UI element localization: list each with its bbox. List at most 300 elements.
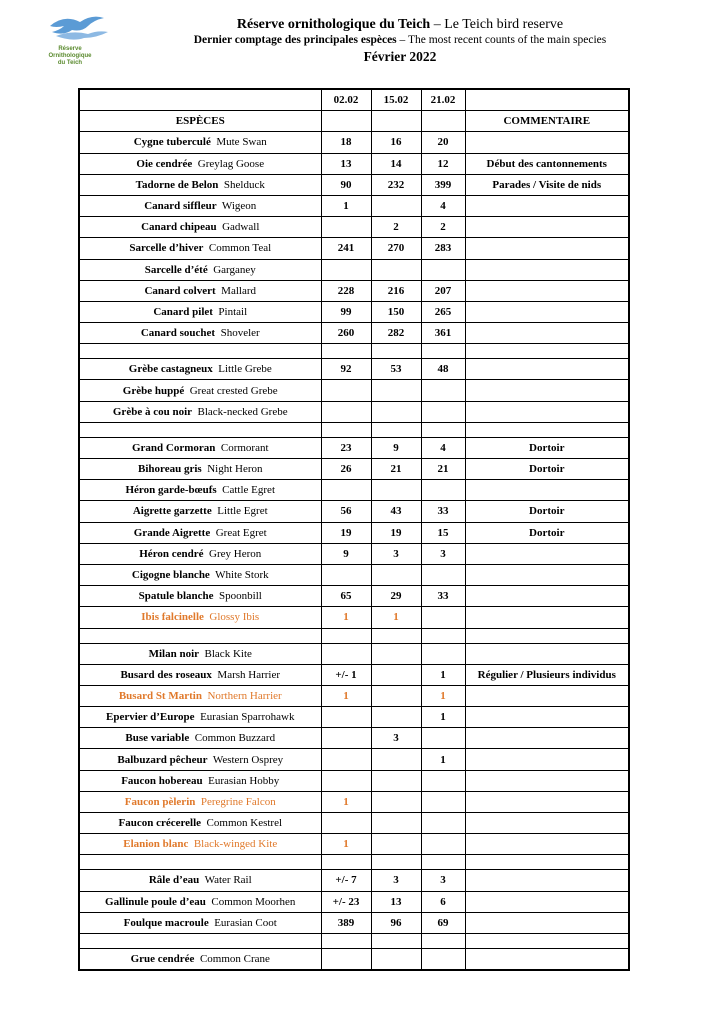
species-name-en: Peregrine Falcon	[200, 795, 276, 808]
species-name-fr: Grand Cormoran	[131, 441, 216, 454]
count-cell: 33	[421, 501, 465, 522]
species-row	[79, 522, 629, 543]
species-name-en: Shoveler	[220, 327, 260, 340]
comment-cell	[465, 586, 629, 607]
species-row	[79, 586, 629, 607]
species-row	[79, 401, 629, 422]
species-name-fr: Buse variable	[125, 732, 190, 745]
count-cell	[421, 813, 465, 834]
species-row	[79, 728, 629, 749]
count-cell	[421, 259, 465, 280]
comment-cell	[465, 728, 629, 749]
species-row	[79, 132, 629, 153]
species-name	[79, 501, 321, 522]
comment-cell	[465, 132, 629, 153]
species-name-fr: Héron cendré	[139, 547, 204, 560]
count-cell	[321, 259, 371, 280]
species-name	[79, 586, 321, 607]
species-name-fr: Héron garde-bœufs	[125, 484, 217, 497]
comment-cell	[465, 259, 629, 280]
count-cell: +/- 23	[321, 891, 371, 912]
species-name-en: Greylag Goose	[197, 157, 265, 170]
count-cell: 3	[371, 728, 421, 749]
species-name-en: Eurasian Coot	[214, 916, 277, 929]
count-cell	[371, 664, 421, 685]
count-cell: 3	[371, 870, 421, 891]
page-header	[120, 16, 680, 65]
species-name-fr: Grue cendrée	[130, 953, 195, 966]
comment-cell	[465, 359, 629, 380]
count-cell: 69	[421, 912, 465, 933]
species-name	[79, 280, 321, 301]
species-name	[79, 217, 321, 238]
species-row	[79, 891, 629, 912]
count-cell: 1	[421, 664, 465, 685]
count-cell: 1	[371, 607, 421, 628]
count-cell	[371, 480, 421, 501]
count-cell: 1	[321, 685, 371, 706]
species-name	[79, 459, 321, 480]
species-name-fr: Balbuzard pêcheur	[117, 753, 208, 766]
count-cell	[371, 401, 421, 422]
comment-cell	[465, 948, 629, 970]
species-name-en: Black-winged Kite	[193, 838, 278, 851]
species-name-en: Cattle Egret	[222, 484, 275, 497]
species-name-en: Mute Swan	[216, 136, 267, 149]
count-cell: 21	[371, 459, 421, 480]
count-cell: 20	[421, 132, 465, 153]
count-cell	[421, 480, 465, 501]
comment-cell	[465, 564, 629, 585]
species-name	[79, 259, 321, 280]
count-cell: 56	[321, 501, 371, 522]
comment-cell: Début des cantonnements	[465, 153, 629, 174]
comment-cell	[465, 813, 629, 834]
comment-cell	[465, 301, 629, 322]
count-cell	[421, 607, 465, 628]
species-name-fr: Bihoreau gris	[138, 463, 202, 476]
count-cell: +/- 7	[321, 870, 371, 891]
count-cell: 207	[421, 280, 465, 301]
species-name-en: Mallard	[221, 284, 256, 297]
species-name-en: Night Heron	[207, 463, 263, 476]
count-cell	[421, 770, 465, 791]
count-cell: 1	[421, 749, 465, 770]
comment-cell	[465, 195, 629, 216]
count-cell: 4	[421, 195, 465, 216]
count-cell	[321, 217, 371, 238]
species-name-fr: Ibis falcinelle	[141, 611, 204, 624]
comment-cell: Parades / Visite de nids	[465, 174, 629, 195]
species-name	[79, 543, 321, 564]
species-row	[79, 948, 629, 970]
species-name-fr: Faucon crécerelle	[118, 817, 202, 830]
species-name-en: Western Osprey	[212, 753, 284, 766]
species-name-en: Black Kite	[204, 647, 252, 660]
count-cell: 399	[421, 174, 465, 195]
species-name	[79, 238, 321, 259]
species-name-fr: Râle d’eau	[148, 874, 200, 887]
species-name	[79, 301, 321, 322]
species-name-en: Glossy Ibis	[209, 611, 260, 624]
species-name	[79, 359, 321, 380]
species-row	[79, 870, 629, 891]
count-cell	[371, 770, 421, 791]
count-cell: 1	[321, 834, 371, 855]
blank-row	[79, 855, 629, 870]
count-cell: 6	[421, 891, 465, 912]
count-cell: 14	[371, 153, 421, 174]
count-cell: 4	[421, 437, 465, 458]
count-cell: 241	[321, 238, 371, 259]
count-cell: 23	[321, 437, 371, 458]
count-cell: 21	[421, 459, 465, 480]
count-cell: 26	[321, 459, 371, 480]
count-cell	[321, 643, 371, 664]
species-name-fr: Epervier d’Europe	[106, 711, 195, 724]
count-cell: 216	[371, 280, 421, 301]
species-name-fr: Grèbe castagneux	[128, 363, 213, 376]
count-cell	[321, 770, 371, 791]
species-name-en: Wigeon	[221, 200, 257, 213]
species-row	[79, 280, 629, 301]
species-row	[79, 459, 629, 480]
species-name-en: Eurasian Sparrohawk	[200, 711, 295, 724]
species-row	[79, 707, 629, 728]
count-cell: 2	[371, 217, 421, 238]
species-name	[79, 380, 321, 401]
page-month: Février 2022	[363, 49, 437, 64]
species-row	[79, 912, 629, 933]
logo-line: Réserve	[58, 46, 82, 52]
species-row	[79, 217, 629, 238]
count-cell: 3	[421, 870, 465, 891]
count-cell: 18	[321, 132, 371, 153]
count-cell	[371, 685, 421, 706]
date-header: 15.02	[371, 89, 421, 111]
count-cell: 19	[321, 522, 371, 543]
column-header-row	[79, 111, 629, 132]
species-name-fr: Grande Aigrette	[133, 526, 211, 539]
species-name	[79, 685, 321, 706]
count-cell	[321, 749, 371, 770]
comment-cell	[465, 891, 629, 912]
species-name-fr: Canard souchet	[140, 327, 216, 340]
species-name	[79, 401, 321, 422]
species-row	[79, 791, 629, 812]
species-row	[79, 501, 629, 522]
count-cell	[421, 643, 465, 664]
count-cell: 9	[321, 543, 371, 564]
count-cell: 99	[321, 301, 371, 322]
logo-line: du Teich	[57, 60, 83, 66]
comment-cell	[465, 685, 629, 706]
count-cell: 361	[421, 323, 465, 344]
comment-cell	[465, 480, 629, 501]
count-cell	[321, 948, 371, 970]
comment-cell	[465, 912, 629, 933]
count-cell: 96	[371, 912, 421, 933]
species-name-fr: Spatule blanche	[138, 590, 214, 603]
count-cell: 19	[371, 522, 421, 543]
species-name	[79, 132, 321, 153]
count-cell: 1	[321, 607, 371, 628]
species-header: ESPÈCES	[79, 111, 321, 132]
species-row	[79, 380, 629, 401]
species-name-en: Black-necked Grebe	[197, 405, 288, 418]
species-row	[79, 359, 629, 380]
count-cell	[371, 834, 421, 855]
species-name-fr: Canard chipeau	[141, 221, 217, 234]
count-cell	[421, 564, 465, 585]
count-cell: 1	[321, 791, 371, 812]
count-cell: 282	[371, 323, 421, 344]
species-name	[79, 437, 321, 458]
species-name	[79, 891, 321, 912]
comment-cell	[465, 217, 629, 238]
species-name-fr: Cigogne blanche	[131, 569, 210, 582]
count-cell: 150	[371, 301, 421, 322]
species-row	[79, 770, 629, 791]
species-name-en: Spoonbill	[219, 590, 262, 603]
count-cell: 15	[421, 522, 465, 543]
species-row	[79, 195, 629, 216]
species-name	[79, 728, 321, 749]
count-cell: 48	[421, 359, 465, 380]
comment-cell	[465, 401, 629, 422]
species-name-fr: Faucon pèlerin	[124, 795, 196, 808]
species-name-en: White Stork	[215, 569, 269, 582]
species-name-fr: Elanion blanc	[123, 838, 189, 851]
comment-cell	[465, 643, 629, 664]
species-name-en: Great Egret	[215, 526, 267, 539]
blank-row	[79, 933, 629, 948]
comment-cell	[465, 791, 629, 812]
count-cell	[321, 401, 371, 422]
species-name-en: Cormorant	[220, 441, 269, 454]
comment-cell	[465, 870, 629, 891]
species-name-fr: Faucon hobereau	[121, 774, 203, 787]
comment-cell	[465, 543, 629, 564]
date-header-row	[79, 89, 629, 111]
count-cell: 92	[321, 359, 371, 380]
comment-cell: Dortoir	[465, 522, 629, 543]
species-name-en: Water Rail	[204, 874, 252, 887]
species-name-fr: Sarcelle d’été	[144, 263, 208, 276]
count-cell: 228	[321, 280, 371, 301]
species-row	[79, 174, 629, 195]
count-cell: 43	[371, 501, 421, 522]
species-name-fr: Busard St Martin	[118, 689, 202, 702]
species-name-fr: Canard pilet	[153, 305, 213, 318]
count-cell: 1	[421, 707, 465, 728]
comment-cell: Dortoir	[465, 459, 629, 480]
species-name-en: Great crested Grebe	[189, 384, 278, 397]
count-cell	[421, 380, 465, 401]
count-cell: 29	[371, 586, 421, 607]
species-name-fr: Foulque macroule	[123, 916, 209, 929]
count-cell	[371, 195, 421, 216]
species-name-en: Little Egret	[217, 505, 268, 518]
count-cell	[371, 259, 421, 280]
species-row	[79, 238, 629, 259]
species-name-fr: Sarcelle d’hiver	[129, 242, 204, 255]
species-name	[79, 770, 321, 791]
count-cell	[371, 564, 421, 585]
count-cell: 65	[321, 586, 371, 607]
species-name-fr: Cygne tuberculé	[133, 136, 211, 149]
reserve-logo	[42, 12, 118, 78]
comment-cell	[465, 749, 629, 770]
species-name-en: Little Grebe	[218, 363, 272, 376]
species-name-fr: Aigrette garzette	[132, 505, 212, 518]
count-cell: 53	[371, 359, 421, 380]
count-cell	[321, 707, 371, 728]
count-cell: 3	[371, 543, 421, 564]
count-cell	[321, 380, 371, 401]
comment-cell	[465, 770, 629, 791]
species-name	[79, 323, 321, 344]
comment-cell	[465, 834, 629, 855]
comment-cell: Dortoir	[465, 437, 629, 458]
count-cell	[371, 749, 421, 770]
species-name	[79, 153, 321, 174]
species-row	[79, 564, 629, 585]
page-title: Réserve ornithologique du Teich – Le Teich bird reserve	[236, 17, 564, 32]
count-cell	[321, 480, 371, 501]
species-name	[79, 195, 321, 216]
comment-cell	[465, 323, 629, 344]
species-row	[79, 685, 629, 706]
count-cell: 270	[371, 238, 421, 259]
species-row	[79, 664, 629, 685]
species-name-fr: Canard colvert	[144, 284, 216, 297]
species-name-en: Common Moorhen	[211, 895, 296, 908]
comment-cell: Dortoir	[465, 501, 629, 522]
species-row	[79, 813, 629, 834]
species-name	[79, 643, 321, 664]
species-name	[79, 948, 321, 970]
count-cell: +/- 1	[321, 664, 371, 685]
blank-row	[79, 628, 629, 643]
count-cell	[421, 791, 465, 812]
count-cell: 9	[371, 437, 421, 458]
species-name-en: Pintail	[218, 305, 248, 318]
species-name-fr: Oie cendrée	[136, 157, 193, 170]
species-name	[79, 564, 321, 585]
count-cell: 1	[321, 195, 371, 216]
count-cell: 33	[421, 586, 465, 607]
comment-cell	[465, 607, 629, 628]
comment-cell	[465, 380, 629, 401]
species-name	[79, 480, 321, 501]
species-row	[79, 480, 629, 501]
species-name	[79, 834, 321, 855]
species-row	[79, 643, 629, 664]
species-name	[79, 912, 321, 933]
count-cell	[321, 728, 371, 749]
count-cell: 283	[421, 238, 465, 259]
species-name-fr: Tadorne de Belon	[135, 178, 219, 191]
species-name	[79, 174, 321, 195]
species-row	[79, 259, 629, 280]
blank-row	[79, 344, 629, 359]
species-row	[79, 543, 629, 564]
species-row	[79, 437, 629, 458]
date-header: 02.02	[321, 89, 371, 111]
species-name-fr: Canard siffleur	[144, 200, 217, 213]
count-cell	[421, 728, 465, 749]
species-name	[79, 870, 321, 891]
count-cell: 13	[321, 153, 371, 174]
date-header: 21.02	[421, 89, 465, 111]
species-row	[79, 749, 629, 770]
count-cell	[421, 401, 465, 422]
species-name-fr: Grèbe huppé	[122, 384, 185, 397]
species-row	[79, 323, 629, 344]
species-row	[79, 153, 629, 174]
comment-cell	[465, 238, 629, 259]
species-name-en: Grey Heron	[209, 547, 262, 560]
count-cell: 3	[421, 543, 465, 564]
count-cell	[371, 948, 421, 970]
count-cell	[371, 791, 421, 812]
species-name-en: Common Crane	[199, 953, 270, 966]
species-name	[79, 522, 321, 543]
species-name-en: Common Kestrel	[206, 817, 283, 830]
species-name-en: Northern Harrier	[207, 689, 282, 702]
count-cell: 13	[371, 891, 421, 912]
count-cell: 389	[321, 912, 371, 933]
species-row	[79, 607, 629, 628]
species-name	[79, 664, 321, 685]
species-name	[79, 791, 321, 812]
species-name-en: Common Buzzard	[194, 732, 276, 745]
species-name-fr: Busard des roseaux	[120, 668, 212, 681]
species-name	[79, 707, 321, 728]
count-cell: 232	[371, 174, 421, 195]
species-name	[79, 607, 321, 628]
count-cell	[421, 948, 465, 970]
count-cell: 265	[421, 301, 465, 322]
count-cell: 260	[321, 323, 371, 344]
species-name-en: Eurasian Hobby	[208, 774, 280, 787]
count-cell	[421, 834, 465, 855]
count-cell	[371, 813, 421, 834]
species-name-fr: Grèbe à cou noir	[112, 405, 193, 418]
species-name-en: Common Teal	[208, 242, 272, 255]
count-cell: 2	[421, 217, 465, 238]
count-cell: 16	[371, 132, 421, 153]
species-name-en: Marsh Harrier	[217, 668, 281, 681]
comment-header: COMMENTAIRE	[465, 111, 629, 132]
species-row	[79, 301, 629, 322]
logo-line: Ornithologique	[48, 53, 92, 59]
comment-cell	[465, 280, 629, 301]
blank-row	[79, 422, 629, 437]
counts-table	[78, 88, 630, 971]
count-cell	[371, 643, 421, 664]
species-name-en: Garganey	[213, 263, 256, 276]
species-name-fr: Milan noir	[148, 647, 200, 660]
count-cell: 90	[321, 174, 371, 195]
count-cell: 1	[421, 685, 465, 706]
page-subtitle: Dernier comptage des principales espèces – The most recent counts of the main species	[193, 34, 607, 46]
comment-cell	[465, 707, 629, 728]
species-name-en: Gadwall	[222, 221, 260, 234]
species-name	[79, 813, 321, 834]
comment-cell: Régulier / Plusieurs individus	[465, 664, 629, 685]
